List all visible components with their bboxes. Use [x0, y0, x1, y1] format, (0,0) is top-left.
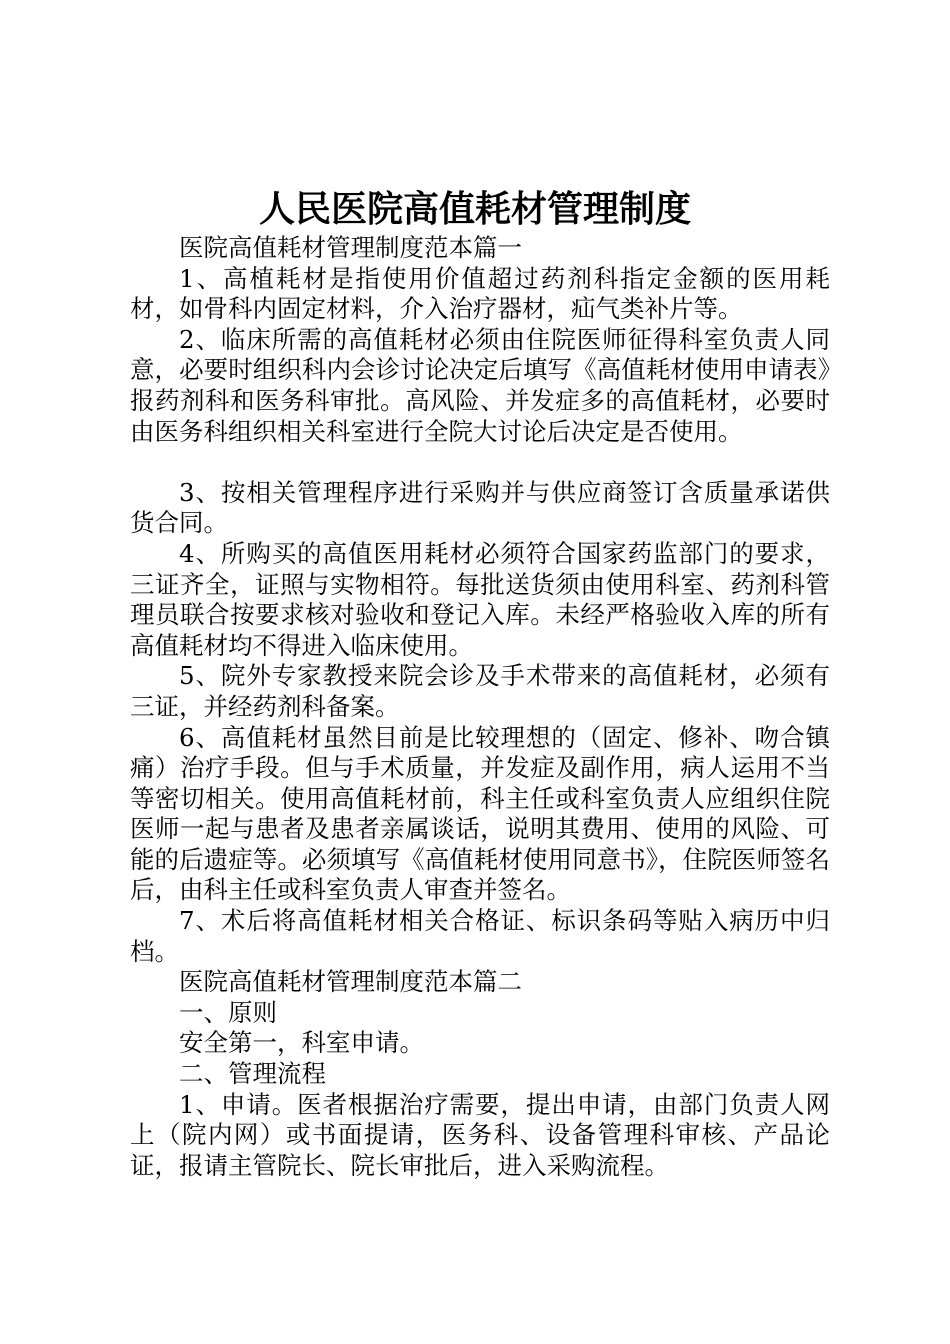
document-body — [130, 233, 830, 1181]
paragraph-process-1: 1、申请。医者根据治疗需要，提出申请，由部门负责人网上（院内网）或书面提请，医务科、设备管理科审核、产品论证，报请主管院长、院长审批后，进入采购流程。 — [130, 1089, 830, 1180]
paragraph-2: 2、临床所需的高值耗材必须由住院医师征得科室负责人同意，必要时组织科内会诊讨论决定后填写《高值耗材使用申请表》报药剂科和医务科审批。高风险、并发症多的高值耗材，必要时由医务科组织相关科室进行全院大讨论后决定是否使用。 — [130, 324, 830, 446]
paragraph-1: 1、高植耗材是指使用价值超过药剂科指定金额的医用耗材，如骨科内固定材料，介入治疗器材，疝气类补片等。 — [130, 263, 830, 324]
section-heading-2: 医院高值耗材管理制度范本篇二 — [179, 967, 522, 997]
subheading-principle: 一、原则 — [179, 997, 277, 1027]
paragraph-6: 6、高值耗材虽然目前是比较理想的（固定、修补、吻合镇痛）治疗手段。但与手术质量，并发症及副作用，病人运用不当等密切相关。使用高值耗材前，科主任或科室负责人应组织住院医师一起与患者及患者亲属谈话，说明其费用、使用的风险、可能的后遗症等。必须填写《高值耗材使用同意书》，住院医师签名后，由科主任或科室负责人审查并签名。 — [130, 722, 830, 905]
paragraph-4: 4、所购买的高值医用耗材必须符合国家药监部门的要求，三证齐全，证照与实物相符。每批送货须由使用科室、药剂科管理员联合按要求核对验收和登记入库。未经严格验收入库的所有高值耗材均不得进入临床使用。 — [130, 538, 830, 660]
paragraph-3: 3、按相关管理程序进行采购并与供应商签订含质量承诺供货合同。 — [130, 477, 830, 538]
blank-line — [130, 447, 830, 478]
paragraph-7: 7、术后将高值耗材相关合格证、标识条码等贴入病历中归档。 — [130, 906, 830, 966]
document-title: 人民医院高值耗材管理制度 — [258, 189, 691, 230]
subheading-process: 二、管理流程 — [179, 1059, 326, 1089]
paragraph-5: 5、院外专家教授来院会诊及手术带来的高值耗材，必须有三证，并经药剂科备案。 — [130, 661, 830, 721]
section-heading-1: 医院高值耗材管理制度范本篇一 — [179, 233, 522, 262]
paragraph-principle: 安全第一，科室申请。 — [179, 1028, 424, 1058]
